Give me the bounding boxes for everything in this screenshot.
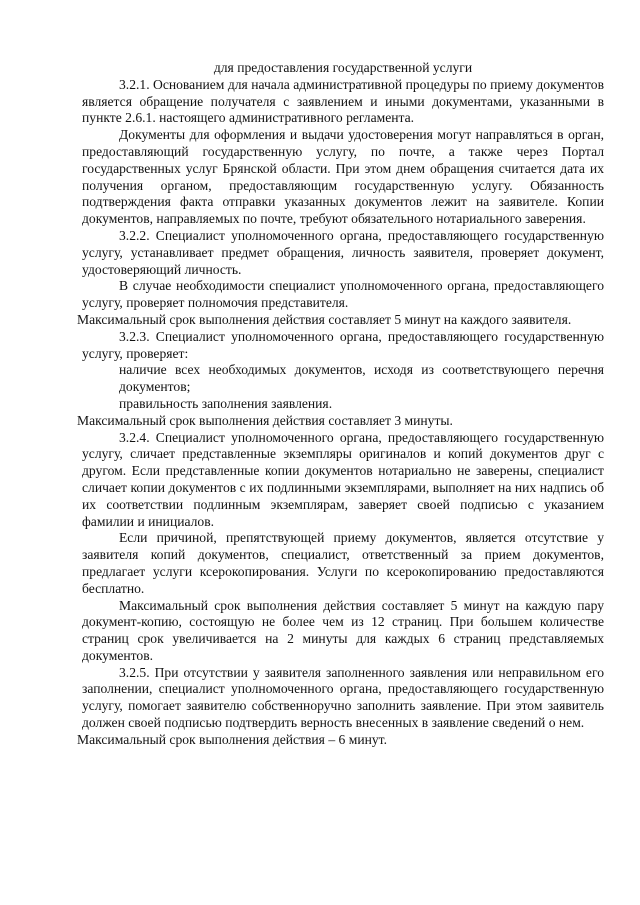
paragraph-time-limit-6-min: Максимальный срок выполнения действия – 6 минут.	[77, 731, 387, 747]
paragraph-time-limit-per-copy: Максимальный срок выполнения действия составляет 5 минут на каждую пару документ-копию, состоящую не более чем из 12 страниц. При большем количестве страниц срок увеличивается на 2 минуты для каждых 6 страниц представляемых документов.	[82, 597, 604, 663]
list-item-application-correct: правильность заполнения заявления.	[119, 395, 333, 411]
paragraph-3-2-4: 3.2.4. Специалист уполномоченного органа, предоставляющего государственную услугу, сличает представленные экземпляры оригиналов и копий документов друг с другом. Если представленные копии документов нотариально не заверены, специалист сличает копии документов с их подлинными экземплярами, выполняет на них надпись об их соответствии подлинным экземплярам, заверяет своей подписью с указанием фамилии и инициалов.	[82, 429, 604, 529]
paragraph-3-2-3: 3.2.3. Специалист уполномоченного органа, предоставляющего государственную услугу, проверяет:	[82, 328, 604, 361]
paragraph-3-2-5: 3.2.5. При отсутствии у заявителя заполненного заявления или неправильном его заполнении, специалист уполномоченного органа, предоставляющего государственную услугу, помогает заявителю собственноручно заполнить заявление. При этом заявитель должен своей подписью подтвердить верность внесенных в заявление сведений о нем.	[82, 664, 604, 731]
paragraph-3-2-2: 3.2.2. Специалист уполномоченного органа, предоставляющего государственную услугу, устанавливает предмет обращения, личность заявителя, проверяет документ, удостоверяющий личность.	[82, 227, 604, 277]
document-page	[77, 60, 604, 749]
paragraph-time-limit-5-min: Максимальный срок выполнения действия составляет 5 минут на каждого заявителя.	[77, 311, 572, 327]
paragraph-photocopying: Если причиной, препятствующей приему документов, является отсутствие у заявителя копий документов, специалист, ответственный за прием документов, предлагает услуги ксерокопирования. Услуги по ксерокопированию предоставляются бесплатно.	[82, 530, 604, 596]
page-heading: для предоставления государственной услуги	[213, 60, 473, 75]
paragraph-time-limit-3-min: Максимальный срок выполнения действия составляет 3 минуты.	[77, 412, 453, 428]
list-item-documents-present: наличие всех необходимых документов, исходя из соответствующего перечня документов;	[119, 362, 604, 395]
paragraph-3-2-1: 3.2.1. Основанием для начала административной процедуры по приему документов является обращение получателя с заявлением и иными документами, указанными в пункте 2.6.1. настоящего административного регламента.	[82, 76, 604, 126]
paragraph-representative-check: В случае необходимости специалист уполномоченного органа, предоставляющего услугу, проверяет полномочия представителя.	[82, 278, 604, 311]
paragraph-documents-submission: Документы для оформления и выдачи удостоверения могут направляться в орган, предоставляющий государственную услугу, по почте, а также через Портал государственных услуг Брянской области. При этом днем обращения считается дата их получения органом, предоставляющим государственную услугу. Обязанность подтверждения факта отправки указанных документов лежит на заявителе. Копии документов, направляемых по почте, требуют обязательного нотариального заверения.	[82, 127, 604, 227]
